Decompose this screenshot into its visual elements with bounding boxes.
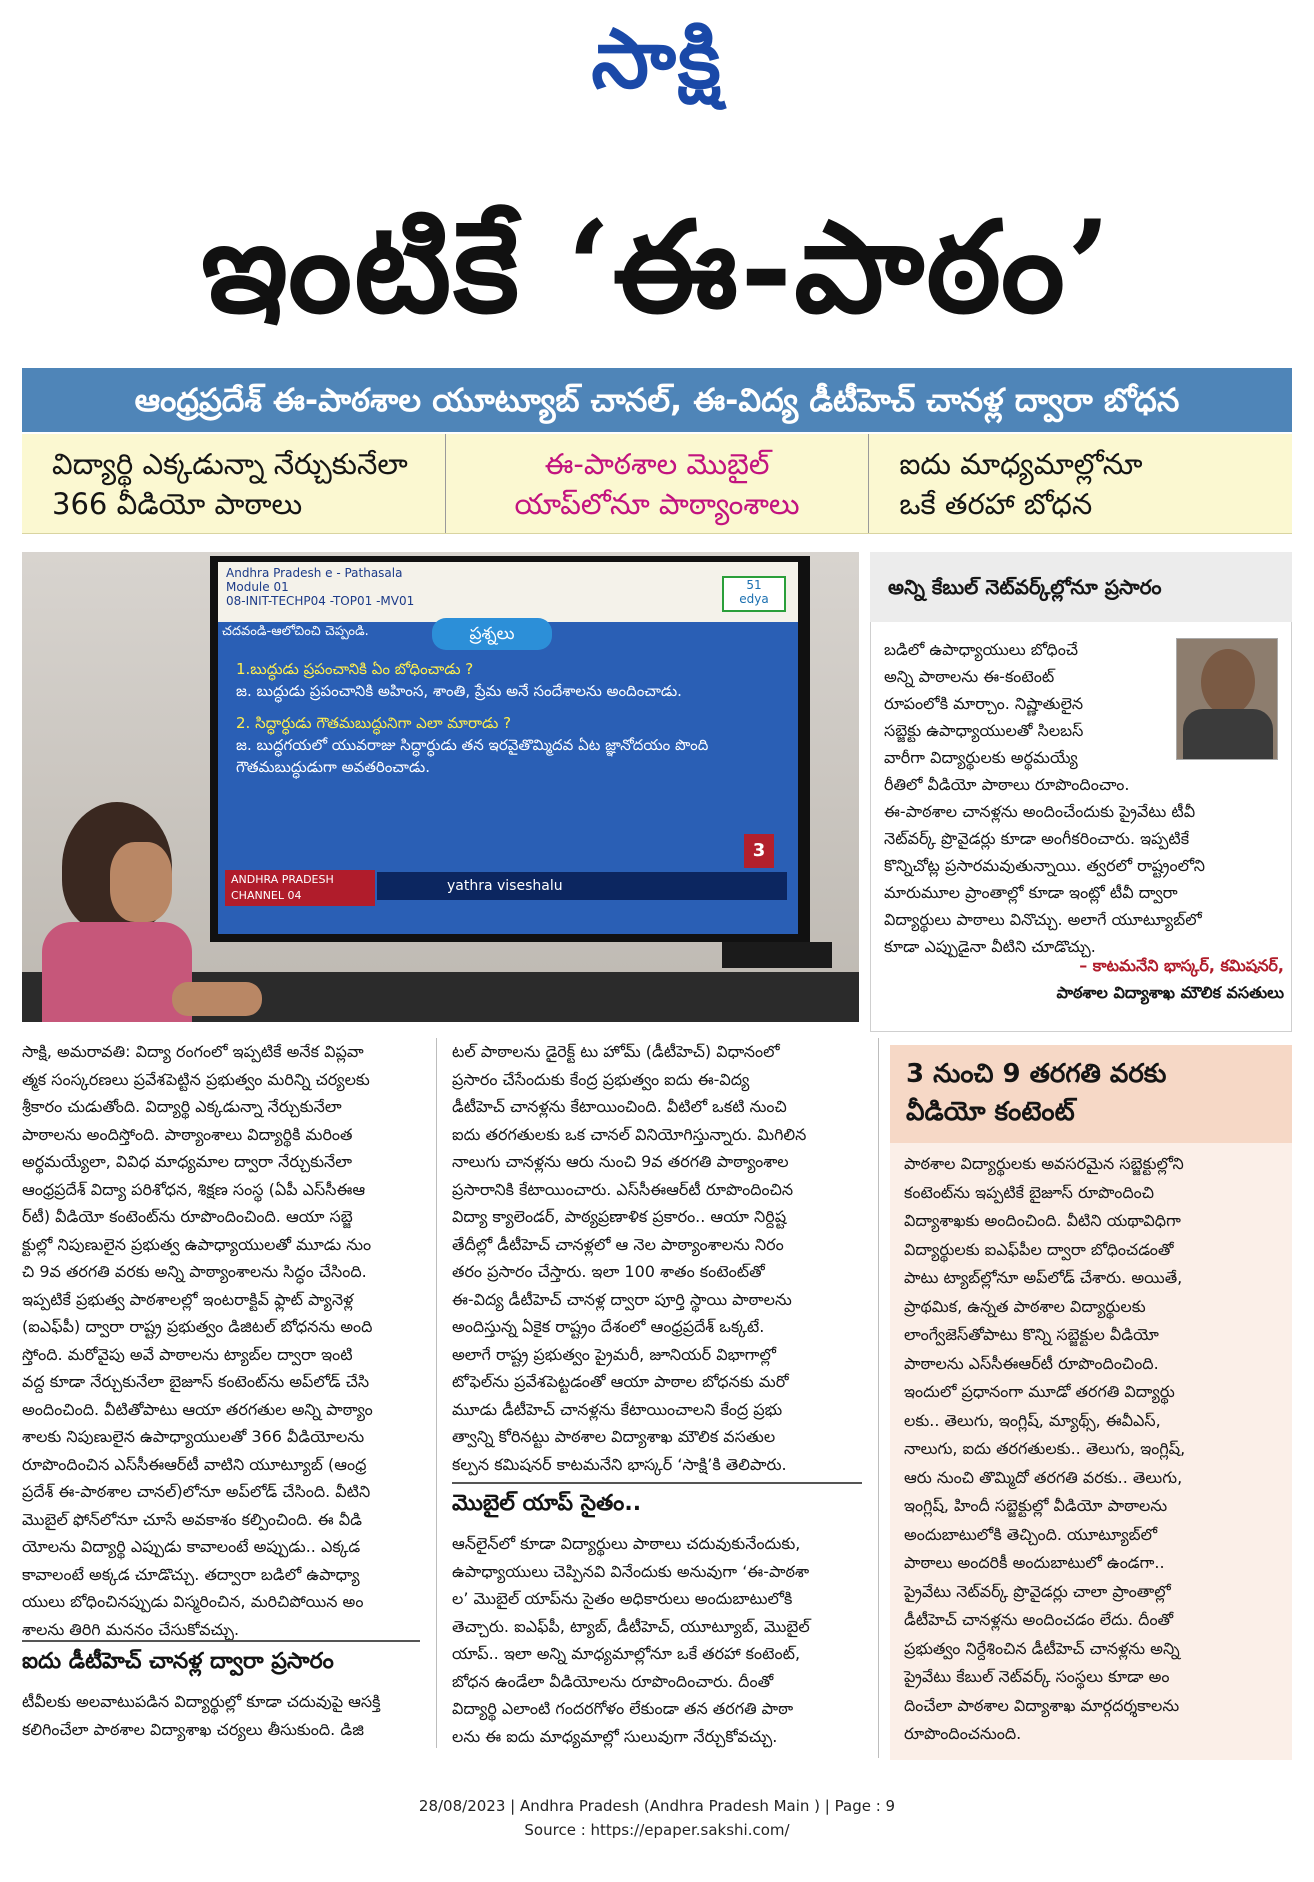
footer-source-link[interactable]: Source : https://epaper.sakshi.com/ — [524, 1821, 790, 1839]
article-line: కలిగించేలా పాఠశాల విద్యాశాఖ చర్యలు తీసుకుంది. డిజి — [22, 1719, 364, 1739]
tv-ticker: yathra viseshalu — [377, 872, 787, 900]
tv-question-heading: ప్రశ్నలు — [432, 618, 552, 650]
article-line: మూడు డీటీహెచ్ చానళ్లను కేటాయించాలని కేంద్ర ప్రభు — [452, 1399, 783, 1419]
box-line: డీటీహెచ్ చానళ్లను అందించడం లేదు. దీంతో — [904, 1610, 1174, 1629]
column-divider — [436, 1038, 437, 1748]
newspaper-masthead: సాక్షి — [591, 12, 723, 107]
article-line: సాక్షి, అమరావతి: విద్యా రంగంలో ఇప్పటికే అనేక విప్లవా — [22, 1042, 364, 1061]
article-line: తరం ప్రసారం చేస్తారు. ఇలా 100 శాతం కంటెంట్‌తో — [452, 1262, 765, 1281]
quote-line: విద్యార్థులు పాఠాలు వినొచ్చు. అలాగే యూట్యూబ్‌లో — [884, 910, 1202, 929]
article-line: పాఠాలను అందిస్తోంది. పాఠ్యాంశాలు విద్యార్థికి మరింత — [22, 1124, 353, 1144]
tv-top-text: 08-INIT-TECHP04 -TOP01 -MV01 — [226, 594, 415, 608]
article-line: రూపొందించిన ఎస్‌సీఈఆర్‌టీ వాటిని యూట్యూబ్ (ఆంధ్ర — [22, 1454, 367, 1474]
box-line: ఇందులో ప్రధానంగా మూడో తరగతి విద్యార్థు — [904, 1382, 1175, 1401]
highlight-text: ఈ-పాఠశాల మొబైల్ — [544, 447, 770, 481]
box-line: పాఠశాల విద్యార్థులకు అవసరమైన సబ్జెక్టుల్లోని — [904, 1154, 1184, 1173]
news-photo — [22, 552, 859, 1022]
tv-logo-text: edya — [739, 592, 769, 606]
tv-answer: జ. బుద్ధుడు ప్రపంచానికి అహింస, శాంతి, ప్రేమ అనే సందేశాలను అందించాడు. — [236, 682, 682, 700]
quote-box-title: అన్ని కేబుల్ నెట్‌వర్క్‌ల్లోనూ ప్రసారం — [870, 552, 1292, 622]
article-line: అందించింది. వీటితోపాటు ఆయా తరగతుల అన్ని పాఠ్యాం — [22, 1399, 373, 1419]
subheading-mobile-app: మొబైల్ యాప్ సైతం.. — [452, 1482, 862, 1524]
article-line: తేదీల్లో డీటీహెచ్ చానళ్లలో ఆ నెల పాఠ్యాంశాలను నిరం — [452, 1234, 784, 1254]
attribution-role: పాఠశాల విద్యాశాఖ మౌలిక వసతులు — [1056, 983, 1284, 1002]
edya-logo — [722, 576, 786, 612]
box-line: నాలుగు, ఐదు తరగతులకు.. తెలుగు, ఇంగ్లిష్, — [904, 1439, 1186, 1458]
box-line: ఆరు నుంచి తొమ్మిదో తరగతి వరకు.. తెలుగు, — [904, 1467, 1183, 1487]
article-line: ఈ-విద్య డీటీహెచ్ చానళ్ల ద్వారా పూర్తి స్థాయి పాఠాలను — [452, 1289, 792, 1309]
article-line: స్తోంది. మరోవైపు అవే పాఠాలను ట్యాబ్‌ల ద్వారా ఇంటి — [22, 1344, 353, 1364]
tv-channel-text: CHANNEL 04 — [231, 889, 302, 902]
quote-line: అన్ని పాఠాలను ఈ-కంటెంట్ — [884, 667, 1055, 686]
student-arm — [172, 982, 262, 1016]
student-face — [110, 842, 172, 922]
article-line: ఉపాధ్యాయులు చెప్పినవి వినేందుకు అనువుగా ‘ఈ-పాఠశా — [452, 1561, 810, 1581]
article-line: అర్థమయ్యేలా, వివిధ మాధ్యమాల ద్వారా నేర్చుకునేలా — [22, 1152, 353, 1171]
article-line: డీటీహెచ్ చానళ్లను కేటాయించింది. వీటిలో ఒకటి నుంచి — [452, 1097, 787, 1116]
box-line: లకు.. తెలుగు, ఇంగ్లిష్, మ్యాథ్స్, ఈవీఎస్, — [904, 1410, 1161, 1430]
tv-channel-text: ANDHRA PRADESH — [231, 873, 334, 886]
article-line: కల్పన కమిషనర్ కాటమనేని భాస్కర్ ‘సాక్షి’కి తెలిపారు. — [452, 1454, 787, 1474]
quote-line: కూడా ఎప్పుడైనా వీటిని చూడొచ్చు. — [884, 937, 1096, 956]
tv-question: 1.బుద్ధుడు ప్రపంచానికి ఏం బోధించాడు ? — [236, 660, 474, 678]
article-column-1 — [22, 1038, 420, 1643]
box-line: విద్యాశాఖకు అందించింది. వీటిని యథావిధిగా — [904, 1211, 1181, 1230]
quote-line: సబ్జెక్టు ఉపాధ్యాయులతో సిలబస్ — [884, 721, 1084, 740]
article-line: బోధన ఉండేలా వీడియోలను రూపొందించారు. దీంతో — [452, 1671, 774, 1691]
tv-channel-badge — [225, 870, 375, 906]
article-line: అందిస్తున్న ఏకైక రాష్ట్రం దేశంలో ఆంధ్రప్రదేశ్ ఒక్కటే. — [452, 1317, 765, 1336]
tv-answer: జ. బుద్ధగయలో యువరాజు సిద్ధార్ధుడు తన ఇరవైతొమ్మిదవ ఏట జ్ఞానోదయం పొంది గౌతమబుద్ధుడుగా అవతరించాడు. — [236, 736, 709, 776]
article-line: ఆన్‌లైన్‌లో కూడా విద్యార్థులు పాఠాలు చదువుకునేందుకు, — [452, 1534, 801, 1553]
article-line: లను ఈ ఐదు మాధ్యమాల్లో సులువుగా నేర్చుకోవచ్చు. — [452, 1726, 778, 1746]
box-title-line: 3 నుంచి 9 తరగతి వరకు — [906, 1059, 1167, 1089]
box-line: పాటు ట్యాబ్‌ల్లోనూ అప్‌లోడ్ చేశారు. అయితే, — [904, 1268, 1183, 1287]
tv-top-text: Module 01 — [226, 580, 289, 594]
quote-line: వారీగా విద్యార్థులకు అర్థమయ్యే — [884, 748, 1078, 767]
subheading-dth: ఐదు డీటీహెచ్ చానళ్ల ద్వారా ప్రసారం — [22, 1640, 420, 1682]
article-line: యోలను విద్యార్థి ఎప్పుడు కావాలంటే అప్పుడు.. ఎక్కడ — [22, 1537, 361, 1556]
article-line: విద్యార్థి ఎలాంటి గందరగోళం లేకుండా తన తరగతి పాఠా — [452, 1699, 794, 1718]
box-title-line: వీడియో కంటెంట్ — [906, 1097, 1075, 1127]
article-line: ప్రసారానికి కేటాయించారు. ఎస్‌సీఈఆర్‌టీ రూపొందించిన — [452, 1179, 794, 1199]
box-line: అందుబాటులోకి తెచ్చింది. యూట్యూబ్‌లో — [904, 1524, 1158, 1544]
quote-line: మారుమూల ప్రాంతాల్లో కూడా ఇంట్లో టీవీ ద్వారా — [884, 883, 1178, 902]
article-line: యులు బోధించినప్పుడు విస్మరించిన, మరిచిపోయిన అం — [22, 1592, 364, 1611]
quote-line: రూపంలోకి మార్చాం. నిష్ణాతులైన — [884, 694, 1084, 713]
highlight-text: విద్యార్థి ఎక్కడున్నా నేర్చుకునేలా — [52, 447, 408, 481]
article-line: శాలను తిరిగి మననం చేసుకోవచ్చు. — [22, 1619, 240, 1639]
student-body — [42, 922, 192, 1022]
quote-line: బడిలో ఉపాధ్యాయులు బోధించే — [884, 640, 1078, 659]
article-line: శాలకు నిపుణులైన ఉపాధ్యాయులతో 366 వీడియోలను — [22, 1427, 365, 1446]
highlight-text: 366 వీడియో పాఠాలు — [52, 487, 303, 521]
video-content-box-text — [904, 1150, 1282, 1749]
article-line: టల్ పాఠాలను డైరెక్ట్ టు హోమ్ (డీటీహెచ్) విధానంలో — [452, 1042, 780, 1061]
quote-attribution — [884, 952, 1284, 1006]
article-line: చి 9వ తరగతి వరకు అన్ని పాఠ్యాంశాలను సిద్ధం చేసింది. — [22, 1262, 367, 1281]
article-line: శ్రీకారం చుడుతోంది. విద్యార్థి ఎక్కడున్నా నేర్చుకునేలా — [22, 1097, 342, 1116]
page-footer — [0, 1794, 1314, 1842]
box-line: దించేలా పాఠశాల విద్యాశాఖ మార్గదర్శకాలను — [904, 1695, 1180, 1715]
article-line: టీవీలకు అలవాటుపడిన విద్యార్థుల్లో కూడా చదువుపై ఆసక్తి — [22, 1692, 381, 1711]
box-line: ప్రైవేటు నెట్‌వర్క్ ప్రొవైడర్లు చాలా ప్రాంతాల్లో — [904, 1581, 1171, 1601]
article-line: ఐదు తరగతులకు ఒక చానల్ వినియోగిస్తున్నారు. మిగిలిన — [452, 1124, 807, 1144]
tv-logo-number: 51 — [746, 578, 762, 592]
article-column-2 — [452, 1038, 862, 1478]
article-line: విద్యా క్యాలెండర్, పాఠ్యప్రణాళిక ప్రకారం.. ఆయా నిర్దిష్ట — [452, 1207, 787, 1226]
article-line: క్టుల్లో నిపుణులైన ప్రభుత్వ ఉపాధ్యాయులతో మూడు నుం — [22, 1234, 372, 1254]
article-line: ప్రసారం చేసేందుకు కేంద్ర ప్రభుత్వం ఐదు ఈ-విద్య — [452, 1069, 750, 1089]
article-line: యాప్.. ఇలా అన్ని మాధ్యమాల్లోనూ ఒకే తరహా కంటెంట్, — [452, 1644, 801, 1663]
article-line: ఇప్పటికే ప్రభుత్వ పాఠశాలల్లో ఇంటరాక్టివ్ ఫ్లాట్ ప్యానెళ్ల — [22, 1289, 354, 1309]
box-line: ప్రభుత్వం నిర్దేశించిన డీటీహెచ్ చానళ్లను అన్ని — [904, 1638, 1180, 1658]
quote-line: ఈ-పాఠశాల చానళ్లను అందించేందుకు ప్రైవేటు టీవీ — [884, 802, 1196, 821]
box-line: కంటెంట్‌ను ఇప్పటికే బైజూస్ రూపొందించి — [904, 1182, 1155, 1202]
article-line: మొబైల్ ఫోన్‌లోనూ చూసే అవకాశం కల్పించింది. ఈ వీడి — [22, 1509, 362, 1529]
quote-text — [884, 636, 1284, 960]
article-column-2-continued — [452, 1530, 862, 1750]
highlight-2 — [445, 434, 869, 533]
article-line: టోఫెల్‌ను ప్రవేశపెట్టడంతో ఆయా పాఠాల బోధనకు మరో — [452, 1372, 789, 1391]
article-line: తెచ్చారు. ఐఎఫ్‌పీ, ట్యాబ్, డీటీహెచ్, యూట్యూబ్, మొబైల్ — [452, 1616, 810, 1636]
box-line: ప్రైవేటు కేబుల్ నెట్‌వర్క్ సంస్థలు కూడా అం — [904, 1667, 1170, 1686]
tv-question: 2. సిద్ధార్ధుడు గౌతమబుద్ధునిగా ఎలా మారాడు ? — [236, 714, 512, 732]
highlight-text: ఒకే తరహా బోధన — [899, 487, 1093, 521]
highlights-band — [22, 434, 1292, 534]
tv-top-text: Andhra Pradesh e - Pathasala — [226, 566, 403, 580]
article-line: ప్రదేశ్ ఈ-పాఠశాల చానల్)లోనూ అప్‌లోడ్ చేసింది. వీటిని — [22, 1482, 371, 1501]
box-line: లాంగ్వేజెస్‌తోపాటు కొన్ని సబ్జెక్టుల వీడియో — [904, 1325, 1159, 1344]
quote-line: నెట్‌వర్క్ ప్రొవైడర్లు కూడా అంగీకరించారు. ఇప్పటికే — [884, 829, 1190, 848]
article-line: ల’ మొబైల్ యాప్‌ను సైతం అధికారులు అందుబాటులోకి — [452, 1589, 793, 1608]
banner-subheadline: ఆంధ్రప్రదేశ్ ఈ-పాఠశాల యూట్యూబ్ చానల్, ఈ-విద్య డీటీహెచ్ చానళ్ల ద్వారా బోధన — [22, 368, 1292, 432]
article-line: ఆంధ్రప్రదేశ్ విద్యా పరిశోధన, శిక్షణ సంస్థ (ఏపీ ఎస్‌సీఈఆ — [22, 1179, 366, 1199]
article-line: కావాలంటే అక్కడ చూడొచ్చు. తద్వారా బడిలో ఉపాధ్యా — [22, 1564, 360, 1584]
attribution-name: – కాటమనేని భాస్కర్, కమిషనర్, — [1079, 956, 1284, 975]
headline: ఇంటికే ‘ఈ-పాఠం’ — [201, 193, 1113, 341]
article-column-1-continued — [22, 1688, 420, 1743]
article-line: అలాగే రాష్ట్ర ప్రభుత్వం ప్రైమరీ, జూనియర్ విభాగాల్లో — [452, 1344, 776, 1364]
article-line: నాలుగు చానళ్లను ఆరు నుంచి 9వ తరగతి పాఠ్యాంశాల — [452, 1152, 789, 1171]
highlight-3 — [868, 434, 1292, 533]
box-line: విద్యార్థులకు ఐఎఫ్‌పీల ద్వారా బోధించడంతో — [904, 1239, 1174, 1259]
tv-subtitle: చదవండి-ఆలోచించి చెప్పండి. — [222, 624, 369, 639]
video-content-box-title — [890, 1045, 1292, 1143]
router-device — [722, 942, 832, 968]
box-line: రూపొందించనుంది. — [904, 1724, 1022, 1743]
quote-line: రీతిలో వీడియో పాఠాలు రూపొందించాం. — [884, 775, 1130, 794]
quote-line: కొన్నిచోట్ల ప్రసారమవుతున్నాయి. త్వరలో రాష్ట్రంలోని — [884, 856, 1205, 875]
tv-question-text — [236, 658, 776, 788]
footer-date-line: 28/08/2023 | Andhra Pradesh (Andhra Pradesh Main ) | Page : 9 — [418, 1797, 896, 1815]
highlight-1 — [22, 434, 445, 533]
article-line: త్వాన్ని కోరినట్టు పాఠశాల విద్యాశాఖ మౌలిక వసతుల — [452, 1427, 776, 1446]
tv-corner-badge: 3 — [744, 834, 774, 868]
box-line: ఇంగ్లిష్, హిందీ సబ్జెక్టుల్లో వీడియో పాఠాలను — [904, 1496, 1168, 1515]
box-line: పాఠాలు అందరికీ అందుబాటులో ఉండగా.. — [904, 1553, 1165, 1572]
tv-topbar — [218, 562, 798, 622]
article-line: వద్ద కూడా నేర్చుకునేలా బైజూస్ కంటెంట్‌ను అప్‌లోడ్ చేసి — [22, 1372, 370, 1391]
column-divider — [878, 1038, 879, 1758]
box-line: ప్రాథమిక, ఉన్నత పాఠశాల విద్యార్థులకు — [904, 1296, 1146, 1316]
article-line: ర్‌టీ) వీడియో కంటెంట్‌ను రూపొందించింది. ఆయా సబ్జె — [22, 1207, 353, 1226]
highlight-text: ఐదు మాధ్యమాల్లోనూ — [899, 447, 1143, 481]
highlight-text: యాప్‌లోనూ పాఠ్యాంశాలు — [514, 487, 800, 521]
article-line: (ఐఎఫ్‌పీ) ద్వారా రాష్ట్ర ప్రభుత్వం డిజిటల్ బోధనను అంది — [22, 1317, 373, 1336]
article-line: త్మక సంస్కరణలు ప్రవేశపెట్టిన ప్రభుత్వం మరిన్ని చర్యలకు — [22, 1069, 370, 1089]
box-line: పాఠాలను ఎస్‌సీఈఆర్‌టీ రూపొందించింది. — [904, 1353, 1159, 1373]
